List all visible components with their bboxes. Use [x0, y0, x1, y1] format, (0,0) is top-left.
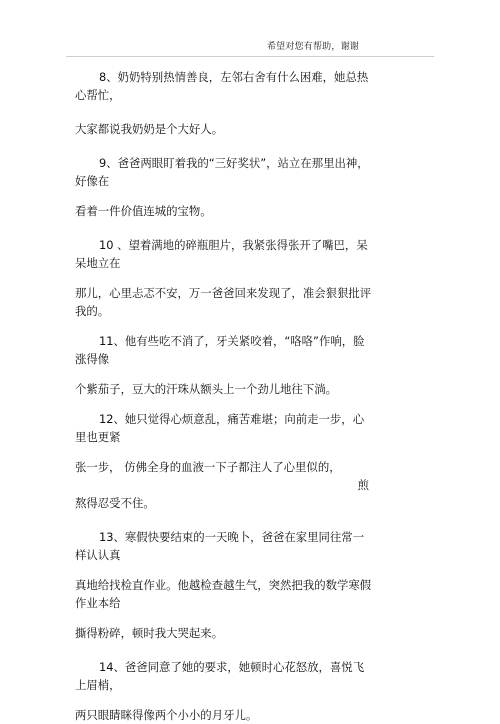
paragraph-11-line-1: 11、他有些吃不消了，牙关紧咬着，“咯咯”作响，脸涨得像	[75, 334, 365, 366]
paragraph-8-line-2: 大家都说我奶奶是个大好人。	[75, 122, 224, 136]
paragraph-9-line-2: 看着一件价值连城的宝物。	[75, 204, 212, 218]
paragraph-13-line-2: 真地给找检直作业。他越检查越生气，突然把我的数学寒假作业本给	[75, 578, 372, 610]
paragraph-12-line-1: 12、她只觉得心烦意乱，痛苦难堪；向前走一步，心里也更紧	[75, 412, 365, 444]
paragraph-13-line-1: 13、寒假快要结束的一天晚卜，爸爸在家里同往常一样认认真	[75, 530, 365, 562]
paragraph-14-line-1: 14、爸爸同意了她的要求，她顿时心花怒放，喜悦飞上眉梢，	[75, 660, 365, 692]
paragraph-8-line-1: 8、奶奶特别热情善良，左邻右舍有什么困难，她总热心帮忙，	[75, 70, 369, 102]
paragraph-10-line-1: 10 、望着满地的碎瓶胆片，我紧张得张开了嘴巴，呆呆地立在	[75, 238, 368, 270]
paragraph-10-line-2: 那儿，心里忐忑不安，万一爸爸回来发现了，准会狠狠批评我的。	[75, 286, 372, 318]
page-header-note: 希望对您有帮助，谢谢	[266, 42, 359, 52]
paragraph-12-line-2: 张一步， 仿佛全身的血液一下子都注人了心里似的，	[75, 460, 341, 474]
paragraph-14-line-2: 两只眼睛眯得像两个小小的月牙儿。	[75, 708, 258, 722]
paragraph-13-line-3: 撕得粉碎，顿时我大哭起来。	[75, 626, 224, 640]
paragraph-9-line-1: 9、爸爸两眼盯着我的“三好奖状”，站立在那里出神，好像在	[75, 156, 369, 188]
paragraph-11-line-2: 个紫茄子，豆大的汗珠从额头上一个劲儿地往下淌。	[75, 382, 337, 396]
paragraph-12-line-3: 煎	[357, 478, 369, 492]
header-divider	[66, 56, 434, 57]
paragraph-12-line-4: 熬得忍受不住。	[75, 496, 155, 510]
document-body	[75, 68, 375, 724]
